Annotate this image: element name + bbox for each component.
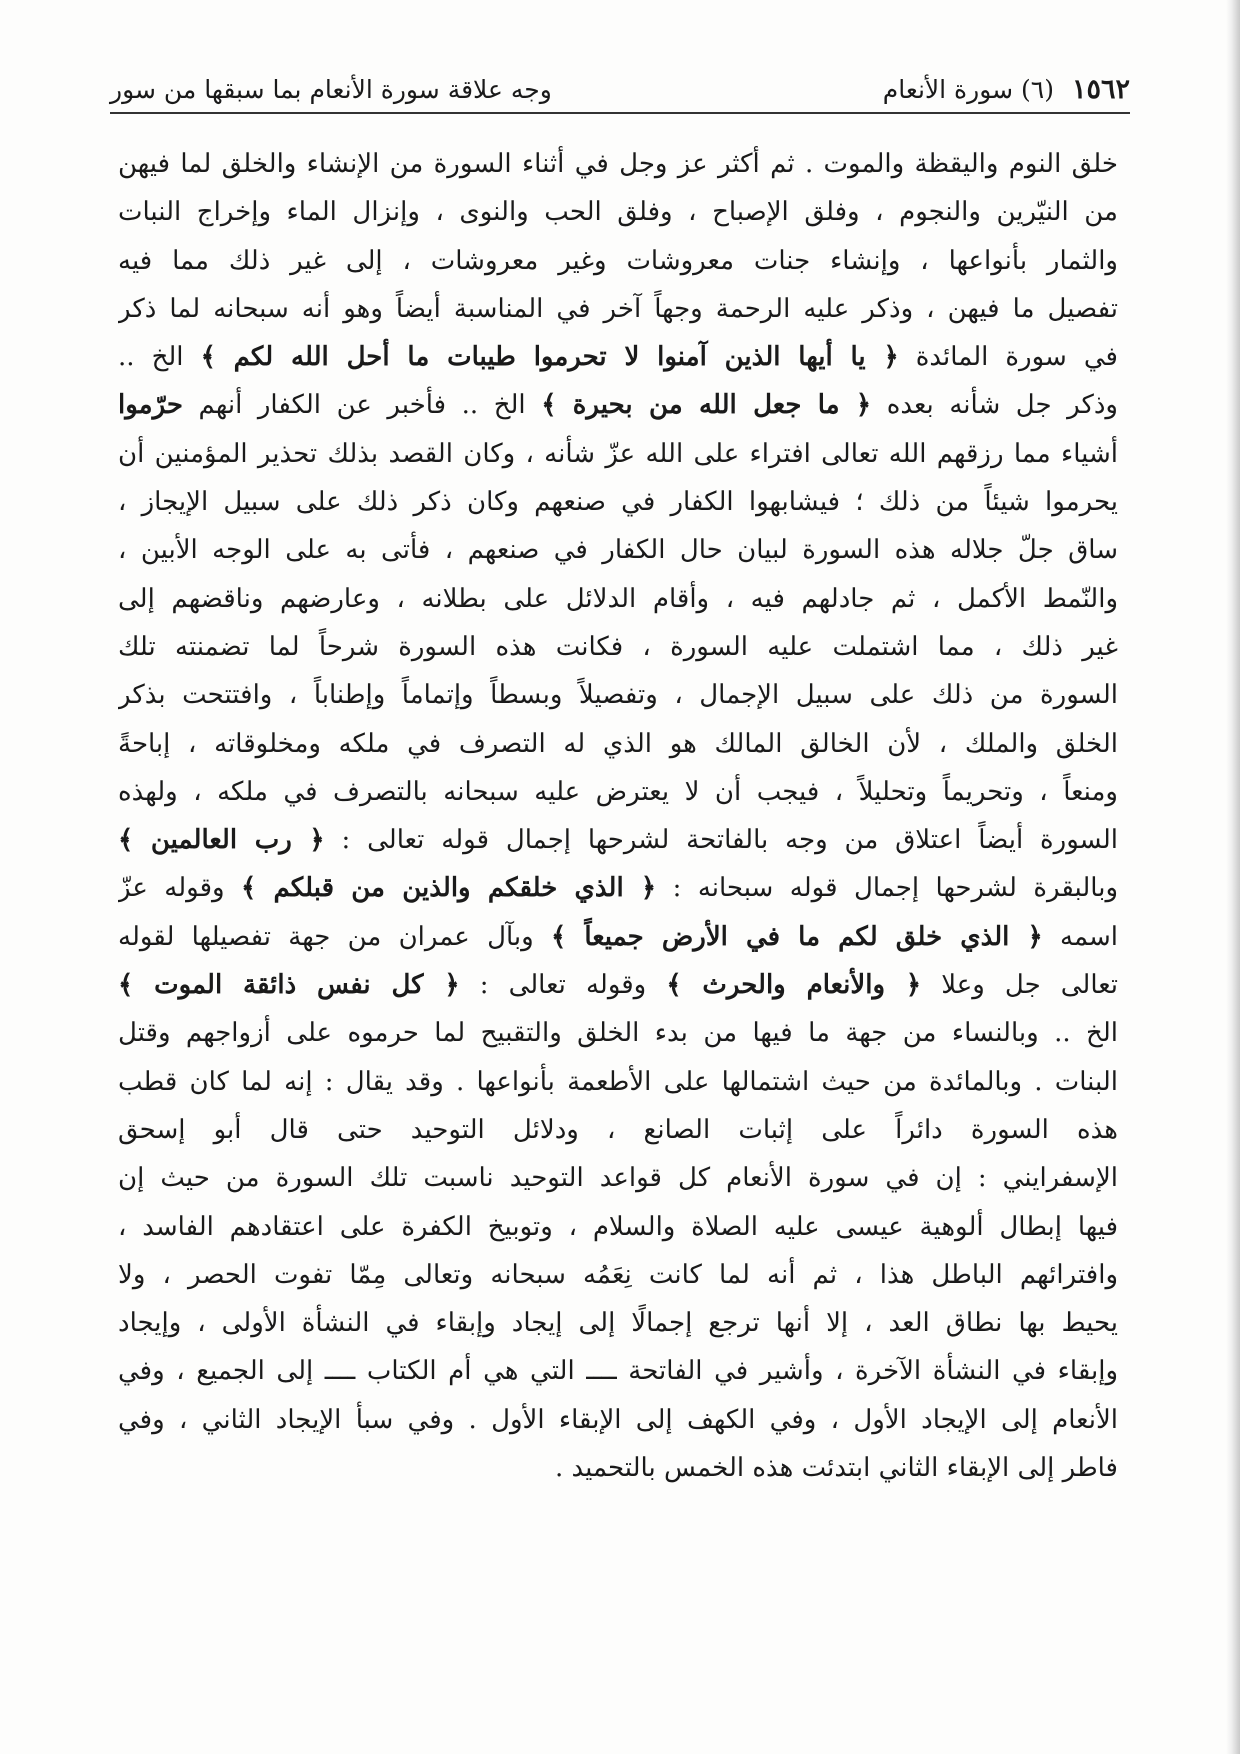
text-segment: السورة أيضاً اعتلاق من وجه بالفاتحة لشرحها إجمال قوله تعالى : xyxy=(324,825,1118,856)
text-segment: الخ .. وبالنساء من جهة ما فيها من بدء الخلق والتقبيح لما حرموه على أزواجهم وقتل xyxy=(118,1018,1118,1049)
page-number: ١٥٦٢ xyxy=(1071,74,1130,105)
text-segment: من النيّرين والنجوم ، وفلق الإصباح ، وفلق الحب والنوى ، وإنزال الماء وإخراج النبات xyxy=(118,197,1118,228)
text-segment: وافترائهم الباطل هذا ، ثم أنه لما كانت نِعَمُه سبحانه وتعالى مِمّا تفوت الحصر ، ولا xyxy=(118,1259,1118,1290)
text-line xyxy=(118,430,1118,478)
text-segment: وذكر جل شأنه بعده xyxy=(871,390,1118,421)
text-segment: اسمه xyxy=(1042,921,1118,952)
text-segment: تفصيل ما فيهن ، وذكر عليه الرحمة وجهاً آخر في المناسبة أيضاً وهو أنه سبحانه لما ذكر xyxy=(118,293,1118,324)
text-line xyxy=(118,1154,1118,1202)
text-line xyxy=(118,1058,1118,1106)
page-edge-shadow xyxy=(1226,0,1240,1754)
text-line xyxy=(118,478,1118,526)
text-segment: البنات . وبالمائدة من حيث اشتمالها على الأطعمة بأنواعها . وقد يقال : إنه لما كان قطب xyxy=(118,1066,1118,1097)
text-segment: الخلق والملك ، لأن الخالق المالك هو الذي له التصرف في ملكه ومخلوقاته ، إباحةً xyxy=(118,728,1118,759)
header-divider xyxy=(110,112,1130,114)
text-line xyxy=(118,1203,1118,1251)
text-line xyxy=(118,1347,1118,1395)
text-segment: وإبقاء في النشأة الآخرة ، وأشير في الفاتحة ــــ التي هي أم الكتاب ــــ إلى الجميع ، وفي xyxy=(118,1356,1118,1387)
header-right-group xyxy=(883,74,1130,106)
text-line xyxy=(118,623,1118,671)
text-line xyxy=(118,816,1118,864)
text-segment: غير ذلك ، مما اشتملت عليه السورة ، فكانت هذه السورة شرحاً لما تضمنته تلك xyxy=(118,631,1118,662)
text-line xyxy=(118,1444,1118,1492)
text-segment: يحيط بها نطاق العد ، إلا أنها ترجع إجمالًا إلى إيجاد وإبقاء في النشأة الأولى ، وإيجاد xyxy=(118,1308,1118,1339)
text-segment: ساق جلّ جلاله هذه السورة لبيان حال الكفار في صنعهم ، فأتى به على الوجه الأبين ، xyxy=(118,535,1118,566)
text-line xyxy=(118,1299,1118,1347)
text-segment: أشياء مما رزقهم الله تعالى افتراء على الله عزّ شأنه ، وكان القصد بذلك تحذير المؤمنين أن xyxy=(118,438,1118,469)
text-line xyxy=(118,720,1118,768)
text-line xyxy=(118,285,1118,333)
text-segment: والنّمط الأكمل ، ثم جادلهم فيه ، وأقام الدلائل على بطلانه ، وعارضهم وناقضهم إلى xyxy=(118,583,1118,614)
text-segment: وقوله تعالى : xyxy=(459,970,667,1001)
quran-quote: ﴿ يا أيها الذين آمنوا لا تحرموا طيبات ما أحل الله لكم ﴾ xyxy=(200,342,899,373)
text-line xyxy=(118,768,1118,816)
text-segment: الأنعام إلى الإيجاد الأول ، وفي الكهف إلى الإبقاء الأول . وفي سبأ الإيجاد الثاني ، وفي xyxy=(118,1404,1118,1435)
text-line xyxy=(118,188,1118,236)
text-line xyxy=(118,864,1118,912)
text-segment: يحرموا شيئاً من ذلك ؛ فيشابهوا الكفار في صنعهم وكان ذكر ذلك على سبيل الإيجاز ، xyxy=(118,487,1118,518)
text-segment: وبالبقرة لشرحها إجمال قوله سبحانه : xyxy=(656,873,1118,904)
text-line xyxy=(118,1396,1118,1444)
section-topic: وجه علاقة سورة الأنعام بما سبقها من سور xyxy=(110,75,552,104)
quran-quote: حرّموا xyxy=(118,390,183,421)
text-segment: ومنعاً ، وتحريماً وتحليلاً ، فيجب أن لا يعترض عليه سبحانه بالتصرف في ملكه ، ولهذه xyxy=(118,776,1118,807)
text-line xyxy=(118,1251,1118,1299)
text-line xyxy=(118,1106,1118,1154)
text-line xyxy=(118,526,1118,574)
text-line xyxy=(118,961,1118,1009)
quran-quote: ﴿ والأنعام والحرث ﴾ xyxy=(666,970,922,1001)
quran-quote: ﴿ رب العالمين ﴾ xyxy=(118,825,325,856)
text-segment: الخ .. فأخبر عن الكفار أنهم xyxy=(183,390,542,421)
text-line xyxy=(118,140,1118,188)
text-segment: وبآل عمران من جهة تفصيلها لقوله xyxy=(118,921,552,952)
text-segment: تعالى جل وعلا xyxy=(921,970,1118,1001)
body-text xyxy=(118,140,1118,1492)
text-segment: خلق النوم واليقظة والموت . ثم أكثر عز وجل في أثناء السورة من الإنشاء والخلق لما فيهن xyxy=(118,149,1118,179)
text-segment: السورة من ذلك على سبيل الإجمال ، وتفصيلاً وبسطاً وإتماماً وإطناباً ، وافتتحت بذكر xyxy=(118,680,1118,711)
text-segment: فاطر إلى الإبقاء الثاني ابتدئت هذه الخمس بالتحميد . xyxy=(554,1453,1118,1484)
text-line xyxy=(118,333,1118,381)
text-segment: وقوله عزّ xyxy=(118,873,242,904)
text-segment: الخ .. xyxy=(118,342,201,373)
text-segment: الإسفرايني : إن في سورة الأنعام كل قواعد التوحيد ناسبت تلك السورة من حيث إن xyxy=(118,1163,1118,1194)
quran-quote: ﴿ الذي خلقكم والذين من قبلكم ﴾ xyxy=(241,873,657,904)
running-header xyxy=(110,70,1130,106)
text-segment: هذه السورة دائراً على إثبات الصانع ، ودلائل التوحيد حتى قال أبو إسحق xyxy=(118,1114,1118,1145)
text-line xyxy=(118,913,1118,961)
text-line xyxy=(118,671,1118,719)
text-line xyxy=(118,575,1118,623)
text-segment: والثمار بأنواعها ، وإنشاء جنات معروشات وغير معروشات ، إلى غير ذلك مما فيه xyxy=(118,245,1118,276)
quran-quote: ﴿ ما جعل الله من بحيرة ﴾ xyxy=(541,390,872,421)
surah-title: (٦) سورة الأنعام xyxy=(882,75,1054,104)
text-line xyxy=(118,237,1118,285)
quran-quote: ﴿ كل نفس ذائقة الموت ﴾ xyxy=(118,970,460,1001)
text-segment: في سورة المائدة xyxy=(898,342,1118,373)
text-line xyxy=(118,1009,1118,1057)
quran-quote: ﴿ الذي خلق لكم ما في الأرض جميعاً ﴾ xyxy=(551,921,1043,952)
text-line xyxy=(118,381,1118,429)
text-segment: فيها إبطال ألوهية عيسى عليه الصلاة والسلام ، وتوبيخ الكفرة على اعتقادهم الفاسد ، xyxy=(118,1211,1118,1242)
